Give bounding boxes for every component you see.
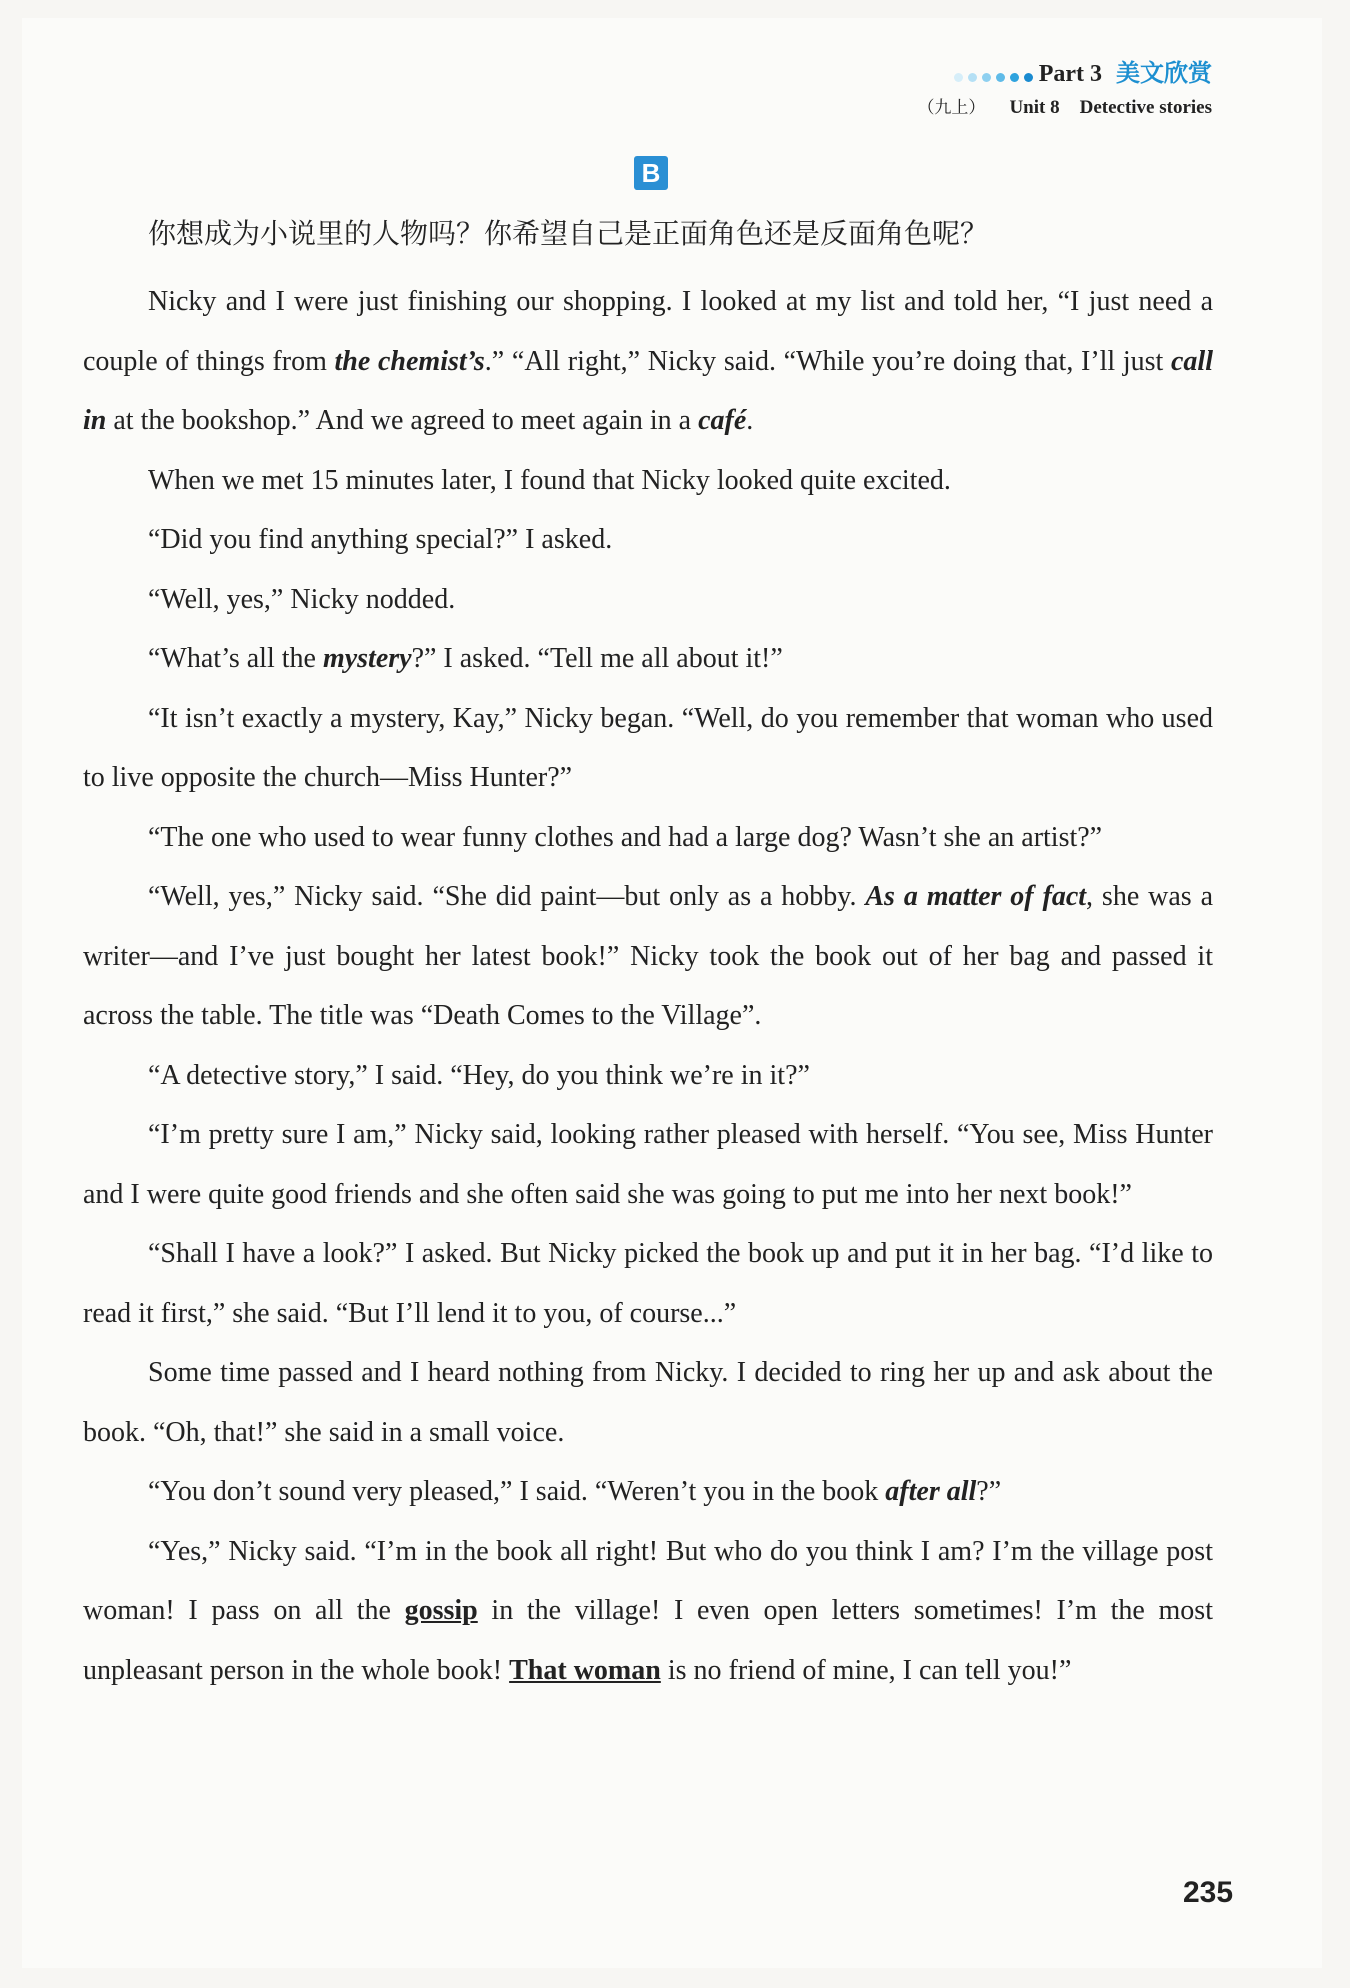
text-run: “The one who used to wear funny clothes and had a large dog? Wasn’t she an artist?” [148, 821, 1103, 853]
text-run: “Yes,” Nicky said. “I’m in the book all right! But who do you think I am? I’m the village post woman! I pass on all the [83, 1535, 1213, 1626]
text-run: “What’s all the [148, 643, 323, 674]
text-run: “I’m pretty sure I am,” Nicky said, looking rather pleased with herself. “You see, Miss Hunter and I were quite good friends and she often said she was going to put me into her next book!” [83, 1119, 1213, 1210]
header-part-line [917, 58, 1212, 90]
dot-icon [982, 73, 991, 82]
keyword-phrase: call in [83, 345, 1213, 436]
story-paragraph [83, 510, 1213, 570]
story-text [83, 272, 1213, 1700]
story-paragraph [83, 1462, 1213, 1522]
story-paragraph [83, 451, 1213, 511]
dot-icon [1024, 73, 1033, 82]
text-run: .” “All right,” Nicky said. “While you’re doing that, I’ll just [484, 345, 1171, 377]
story-paragraph [83, 1046, 1213, 1106]
keyword-phrase: As a matter of fact [865, 881, 1087, 912]
text-run: “A detective story,” I said. “Hey, do you think we’re in it?” [148, 1059, 810, 1091]
section-badge: B [634, 156, 668, 190]
header-unit-line [917, 94, 1212, 122]
text-run: Some time passed and I heard nothing from Nicky. I decided to ring her up and ask about the book. “Oh, that!” she said in a small voice. [83, 1357, 1213, 1448]
text-run: “Well, yes,” Nicky said. “She did paint—but only as a hobby. [148, 881, 866, 912]
story-paragraph [83, 629, 1213, 689]
text-run: . [746, 405, 754, 436]
story-paragraph [83, 1522, 1213, 1701]
running-header [917, 58, 1212, 122]
keyword-phrase: the chemist’s [334, 345, 485, 377]
text-run: is no friend of mine, I can tell you!” [660, 1654, 1072, 1686]
intro-question: 你想成为小说里的人物吗？你希望自己是正面角色还是反面角色呢？ [148, 217, 989, 250]
story-paragraph [83, 1105, 1213, 1224]
dot-icon [996, 73, 1005, 82]
story-paragraph [83, 689, 1213, 808]
text-run: When we met 15 minutes later, I found that Nicky looked quite excited. [148, 464, 951, 496]
text-run: ?” I asked. “Tell me all about it!” [411, 643, 783, 674]
grade-label: （九上） [917, 98, 986, 119]
decorative-dots [949, 60, 1033, 90]
story-paragraph [83, 808, 1213, 868]
text-run: “Well, yes,” Nicky nodded. [148, 583, 456, 615]
story-paragraph [83, 1343, 1213, 1462]
page-number: 235 [1183, 1876, 1234, 1909]
text-run: “Did you find anything special?” I asked. [148, 524, 613, 555]
underlined-phrase: gossip [404, 1595, 478, 1626]
story-paragraph [83, 1224, 1213, 1343]
text-run: , she was a writer—and I’ve just bought her latest book!” Nicky took the book out of her bag and passed it across the table. The title was “Death Comes to the Village”. [83, 881, 1213, 1031]
keyword-phrase: mystery [322, 643, 412, 674]
underlined-phrase: That woman [509, 1654, 661, 1686]
text-run: “It isn’t exactly a mystery, Kay,” Nicky began. “Well, do you remember that woman who used to live opposite the church—Miss Hunter?” [83, 702, 1213, 793]
text-run: “Shall I have a look?” I asked. But Nicky picked the book up and put it in her bag. “I’d like to read it first,” she said. “But I’ll lend it to you, of course...” [83, 1238, 1213, 1329]
dot-icon [968, 73, 977, 82]
story-paragraph [83, 272, 1213, 451]
keyword-phrase: after all [885, 1476, 977, 1507]
text-run: ?” [976, 1476, 1002, 1507]
story-paragraph [83, 867, 1213, 1046]
dot-icon [1010, 73, 1019, 82]
text-run: Nicky and I were just finishing our shopping. I looked at my list and told her, “I just need a couple of things from [83, 286, 1213, 377]
story-paragraph [83, 570, 1213, 630]
keyword-phrase: café [698, 405, 747, 436]
unit-label: Unit 8 [1009, 97, 1060, 119]
part-label: Part 3 [1038, 61, 1102, 87]
text-run: at the bookshop.” And we agreed to meet again in a [106, 405, 699, 436]
text-run: in the village! I even open letters sometimes! I’m the most unpleasant person in the whole book! [83, 1595, 1213, 1686]
part-title-cn: 美文欣赏 [1116, 59, 1212, 87]
unit-topic: Detective stories [1079, 97, 1212, 119]
dot-icon [954, 73, 963, 82]
text-run: “You don’t sound very pleased,” I said. “Weren’t you in the book [148, 1476, 886, 1507]
